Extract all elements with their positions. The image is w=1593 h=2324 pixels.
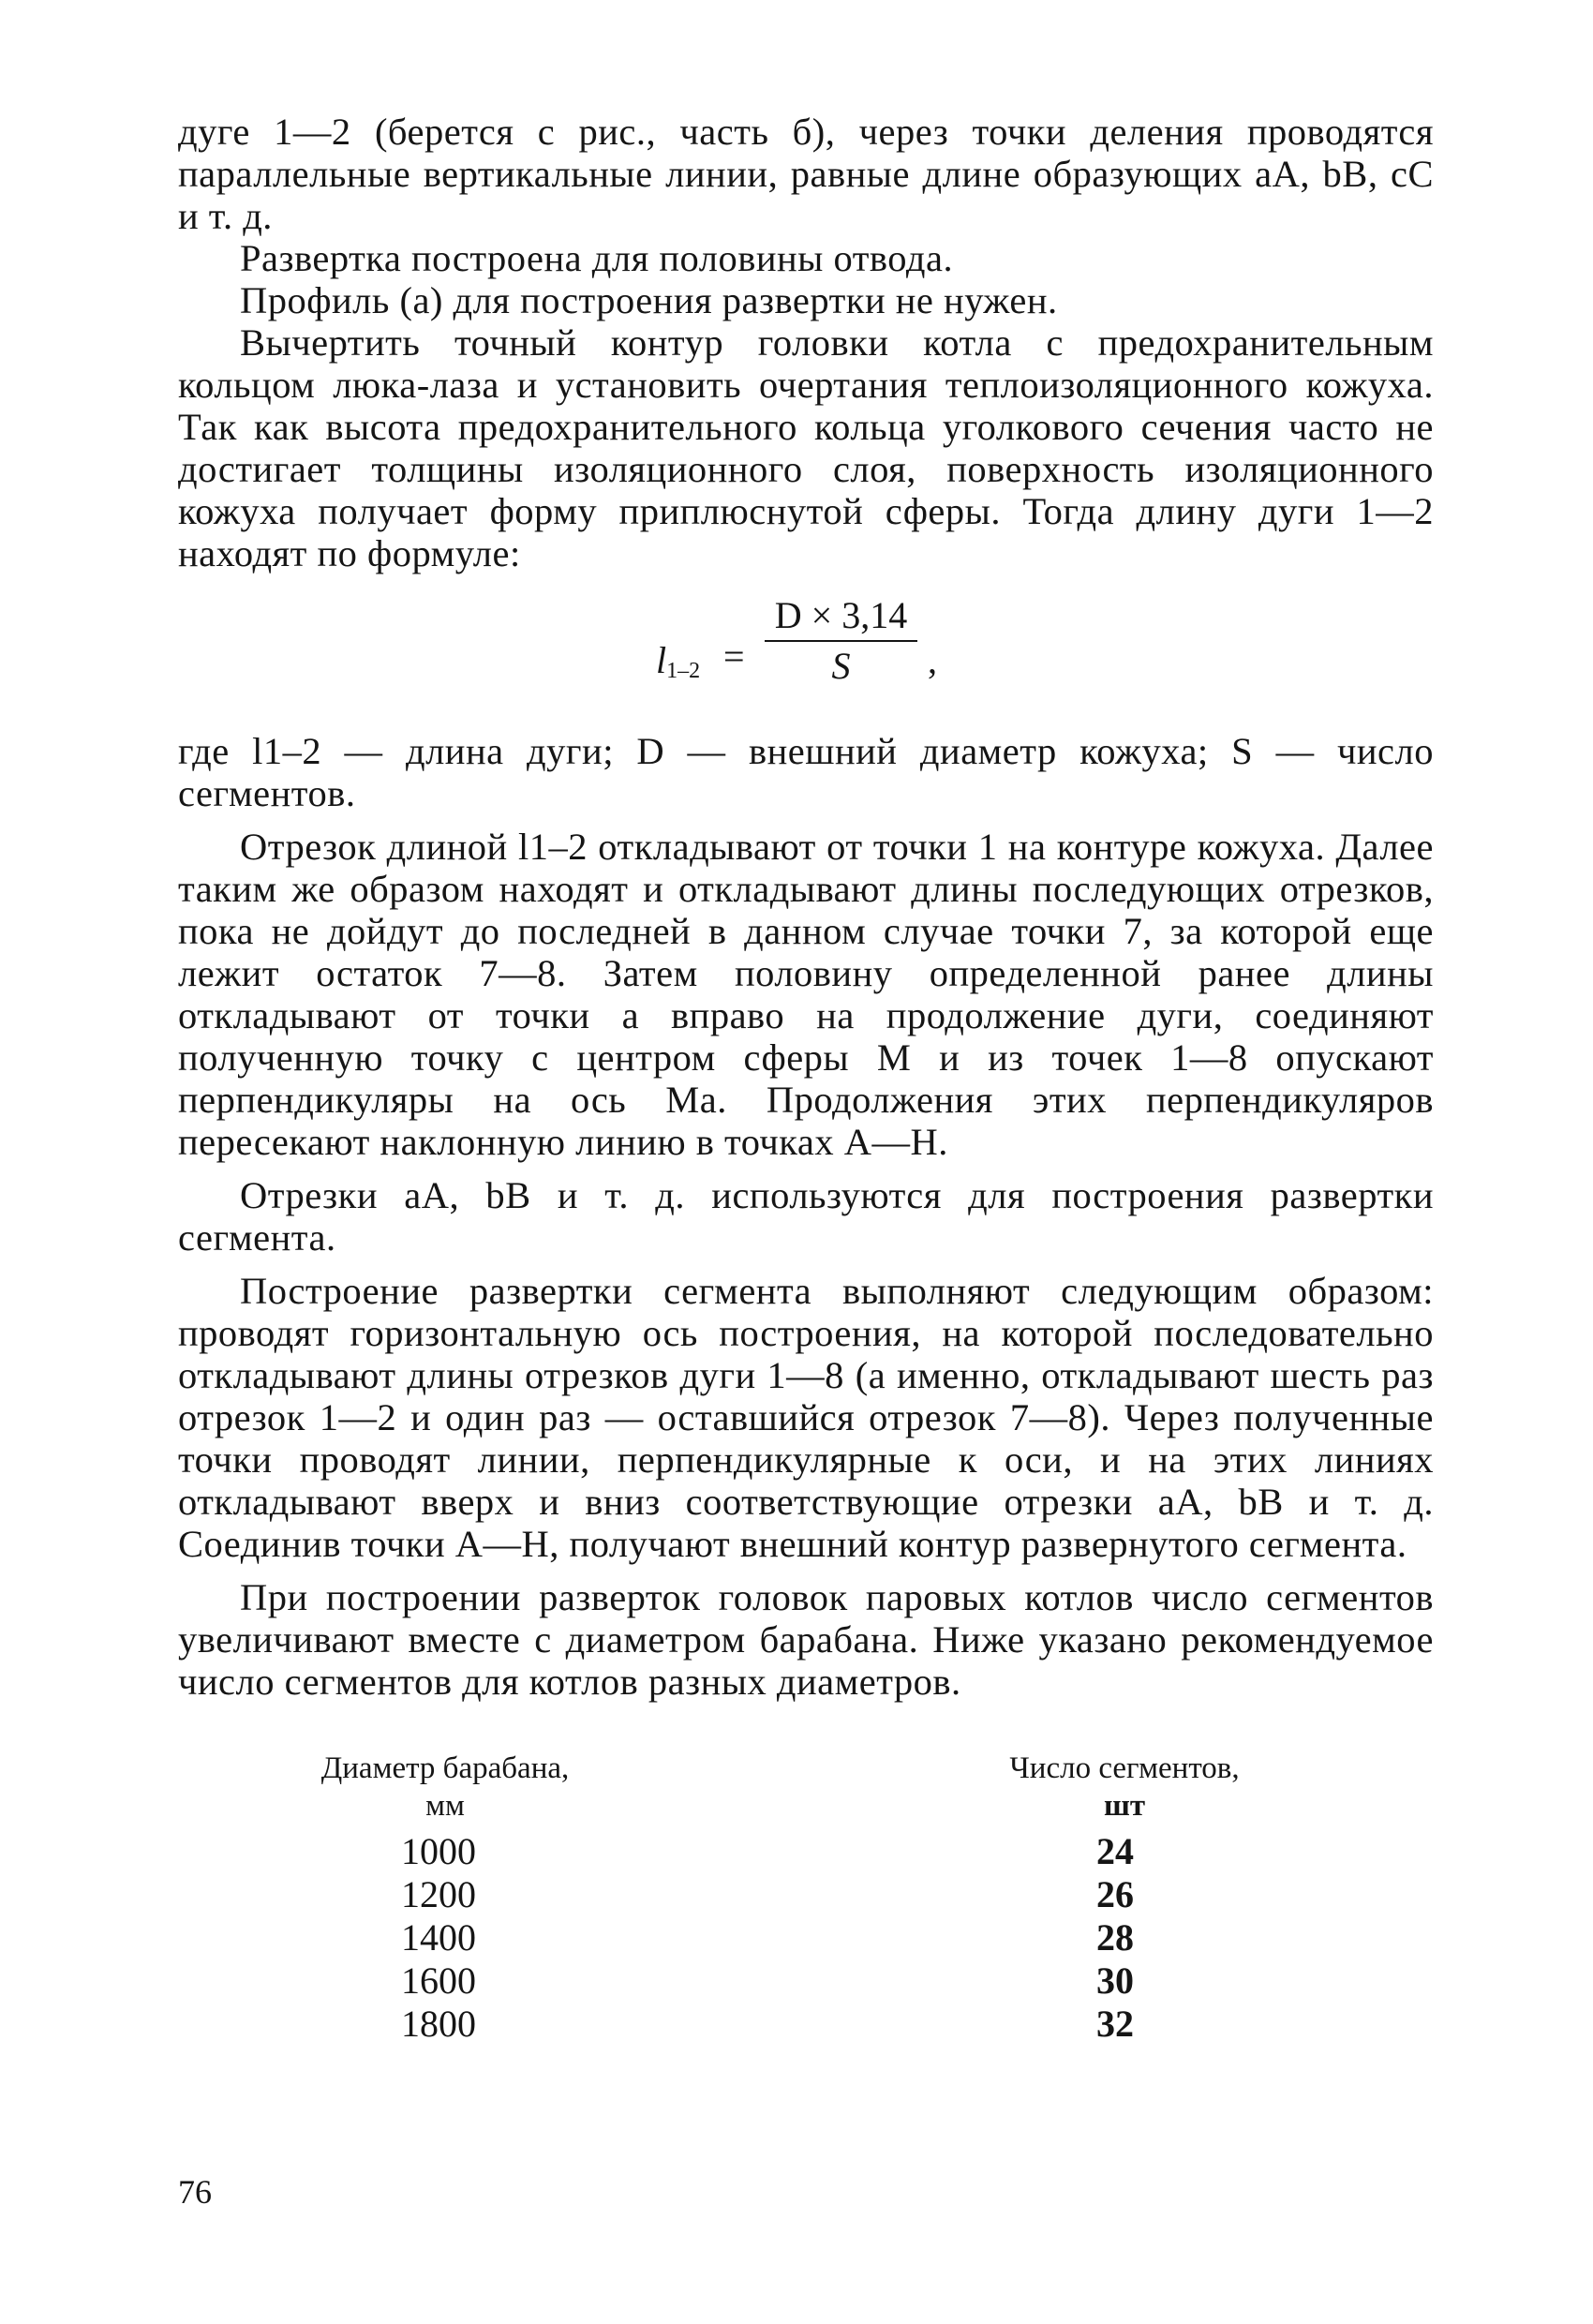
cell-segments: 32 [1096, 2003, 1134, 2045]
formula-fraction [759, 593, 923, 689]
table-body [178, 1830, 1434, 2046]
page-number: 76 [178, 2173, 212, 2211]
formula-lhs-var: l [656, 639, 667, 681]
cell-segments: 30 [1096, 1959, 1134, 2002]
table-row [178, 1830, 1434, 1873]
formula-denominator: S [831, 645, 851, 687]
formula-comma: , [928, 639, 937, 681]
table-row [178, 1873, 1434, 1916]
paragraph-8: Построение развертки сегмента выполняют следующим образом: проводят горизонтальную ось построения, на которой последовательно откладывают длины отрезков дуги 1—8 (а именно, откладывают шесть раз отрезок 1—2 и один раз — оставшийся отрезок 7—8). Через полученные точки проводят линии, перпендикулярные к оси, и на этих линиях откладывают вверх и вниз соответствующие отрезки аА, bВ и т. д. Соединив точки А—Н, получают внешний контур развернутого сегмента. [178, 1270, 1434, 1565]
header-segments-unit: шт [1103, 1789, 1146, 1823]
paragraph-6: Отрезок длиной l1–2 откладывают от точки 1 на контуре кожуха. Далее таким же образом находят и откладывают длины последующих отрезков, пока не дойдут до последней в данном случае точки 7, за которой еще лежит остаток 7—8. Затем половину определенной ранее длины откладывают от точки а вправо на продолжение дуги, соединяют полученную точку с центром сферы М и из точек 1—8 опускают перпендикуляры на ось Ма. Продолжения этих перпендикуляров пересекают наклонную линию в точках А—Н. [178, 826, 1434, 1163]
formula-lhs-sub: 1–2 [666, 659, 701, 683]
cell-diameter: 1800 [401, 2003, 476, 2045]
page-content [178, 111, 1434, 2106]
fraction-bar [765, 640, 917, 642]
paragraph-9: При построении разверток головок паровых котлов число сегментов увеличивают вместе с диаметром барабана. Ниже указано рекомендуемое число сегментов для котлов разных диаметров. [178, 1576, 1434, 1703]
cell-diameter: 1200 [401, 1873, 476, 1915]
paragraph-1: дуге 1—2 (берется с рис., часть б), через точки деления проводятся параллельные вертикальные линии, равные длине образующих аА, bВ, сС и т. д. [178, 111, 1434, 237]
paragraph-4: Вычертить точный контур головки котла с предохранительным кольцом люка-лаза и установить очертания теплоизоляционного кожуха. Так как высота предохранительного кольца уголкового сечения часто не достигает толщины изоляционного слоя, поверхность изоляционного кожуха получает форму приплюснутой сферы. Тогда длину дуги 1—2 находят по формуле: [178, 321, 1434, 574]
table-header-segments [965, 1750, 1284, 1825]
header-segments-label: Число сегментов, [1009, 1751, 1240, 1785]
cell-segments: 26 [1096, 1873, 1134, 1915]
formula-equals: = [723, 635, 745, 678]
paragraph-3: Профиль (а) для построения развертки не нужен. [240, 279, 1058, 321]
paragraph-2: Развертка построена для половины отвода. [240, 237, 954, 279]
table-row [178, 1959, 1434, 2003]
cell-diameter: 1600 [401, 1959, 476, 2002]
header-diameter-unit: мм [425, 1789, 465, 1823]
paragraph-5: где l1–2 — длина дуги; D — внешний диаметр кожуха; S — число сегментов. [178, 730, 1434, 814]
formula-lhs [656, 638, 700, 682]
table-row [178, 1916, 1434, 1959]
arc-length-formula [178, 586, 1434, 717]
table-header-diameter [290, 1750, 600, 1825]
cell-diameter: 1400 [401, 1916, 476, 1959]
header-diameter-label: Диаметр барабана, [320, 1751, 570, 1785]
cell-segments: 24 [1096, 1830, 1134, 1872]
formula-numerator: D × 3,14 [774, 594, 908, 636]
segments-table [178, 1750, 1434, 2106]
paragraph-7: Отрезки аА, bВ и т. д. используются для построения развертки сегмента. [178, 1174, 1434, 1259]
cell-diameter: 1000 [401, 1830, 476, 1872]
table-row [178, 2003, 1434, 2046]
cell-segments: 28 [1096, 1916, 1134, 1959]
